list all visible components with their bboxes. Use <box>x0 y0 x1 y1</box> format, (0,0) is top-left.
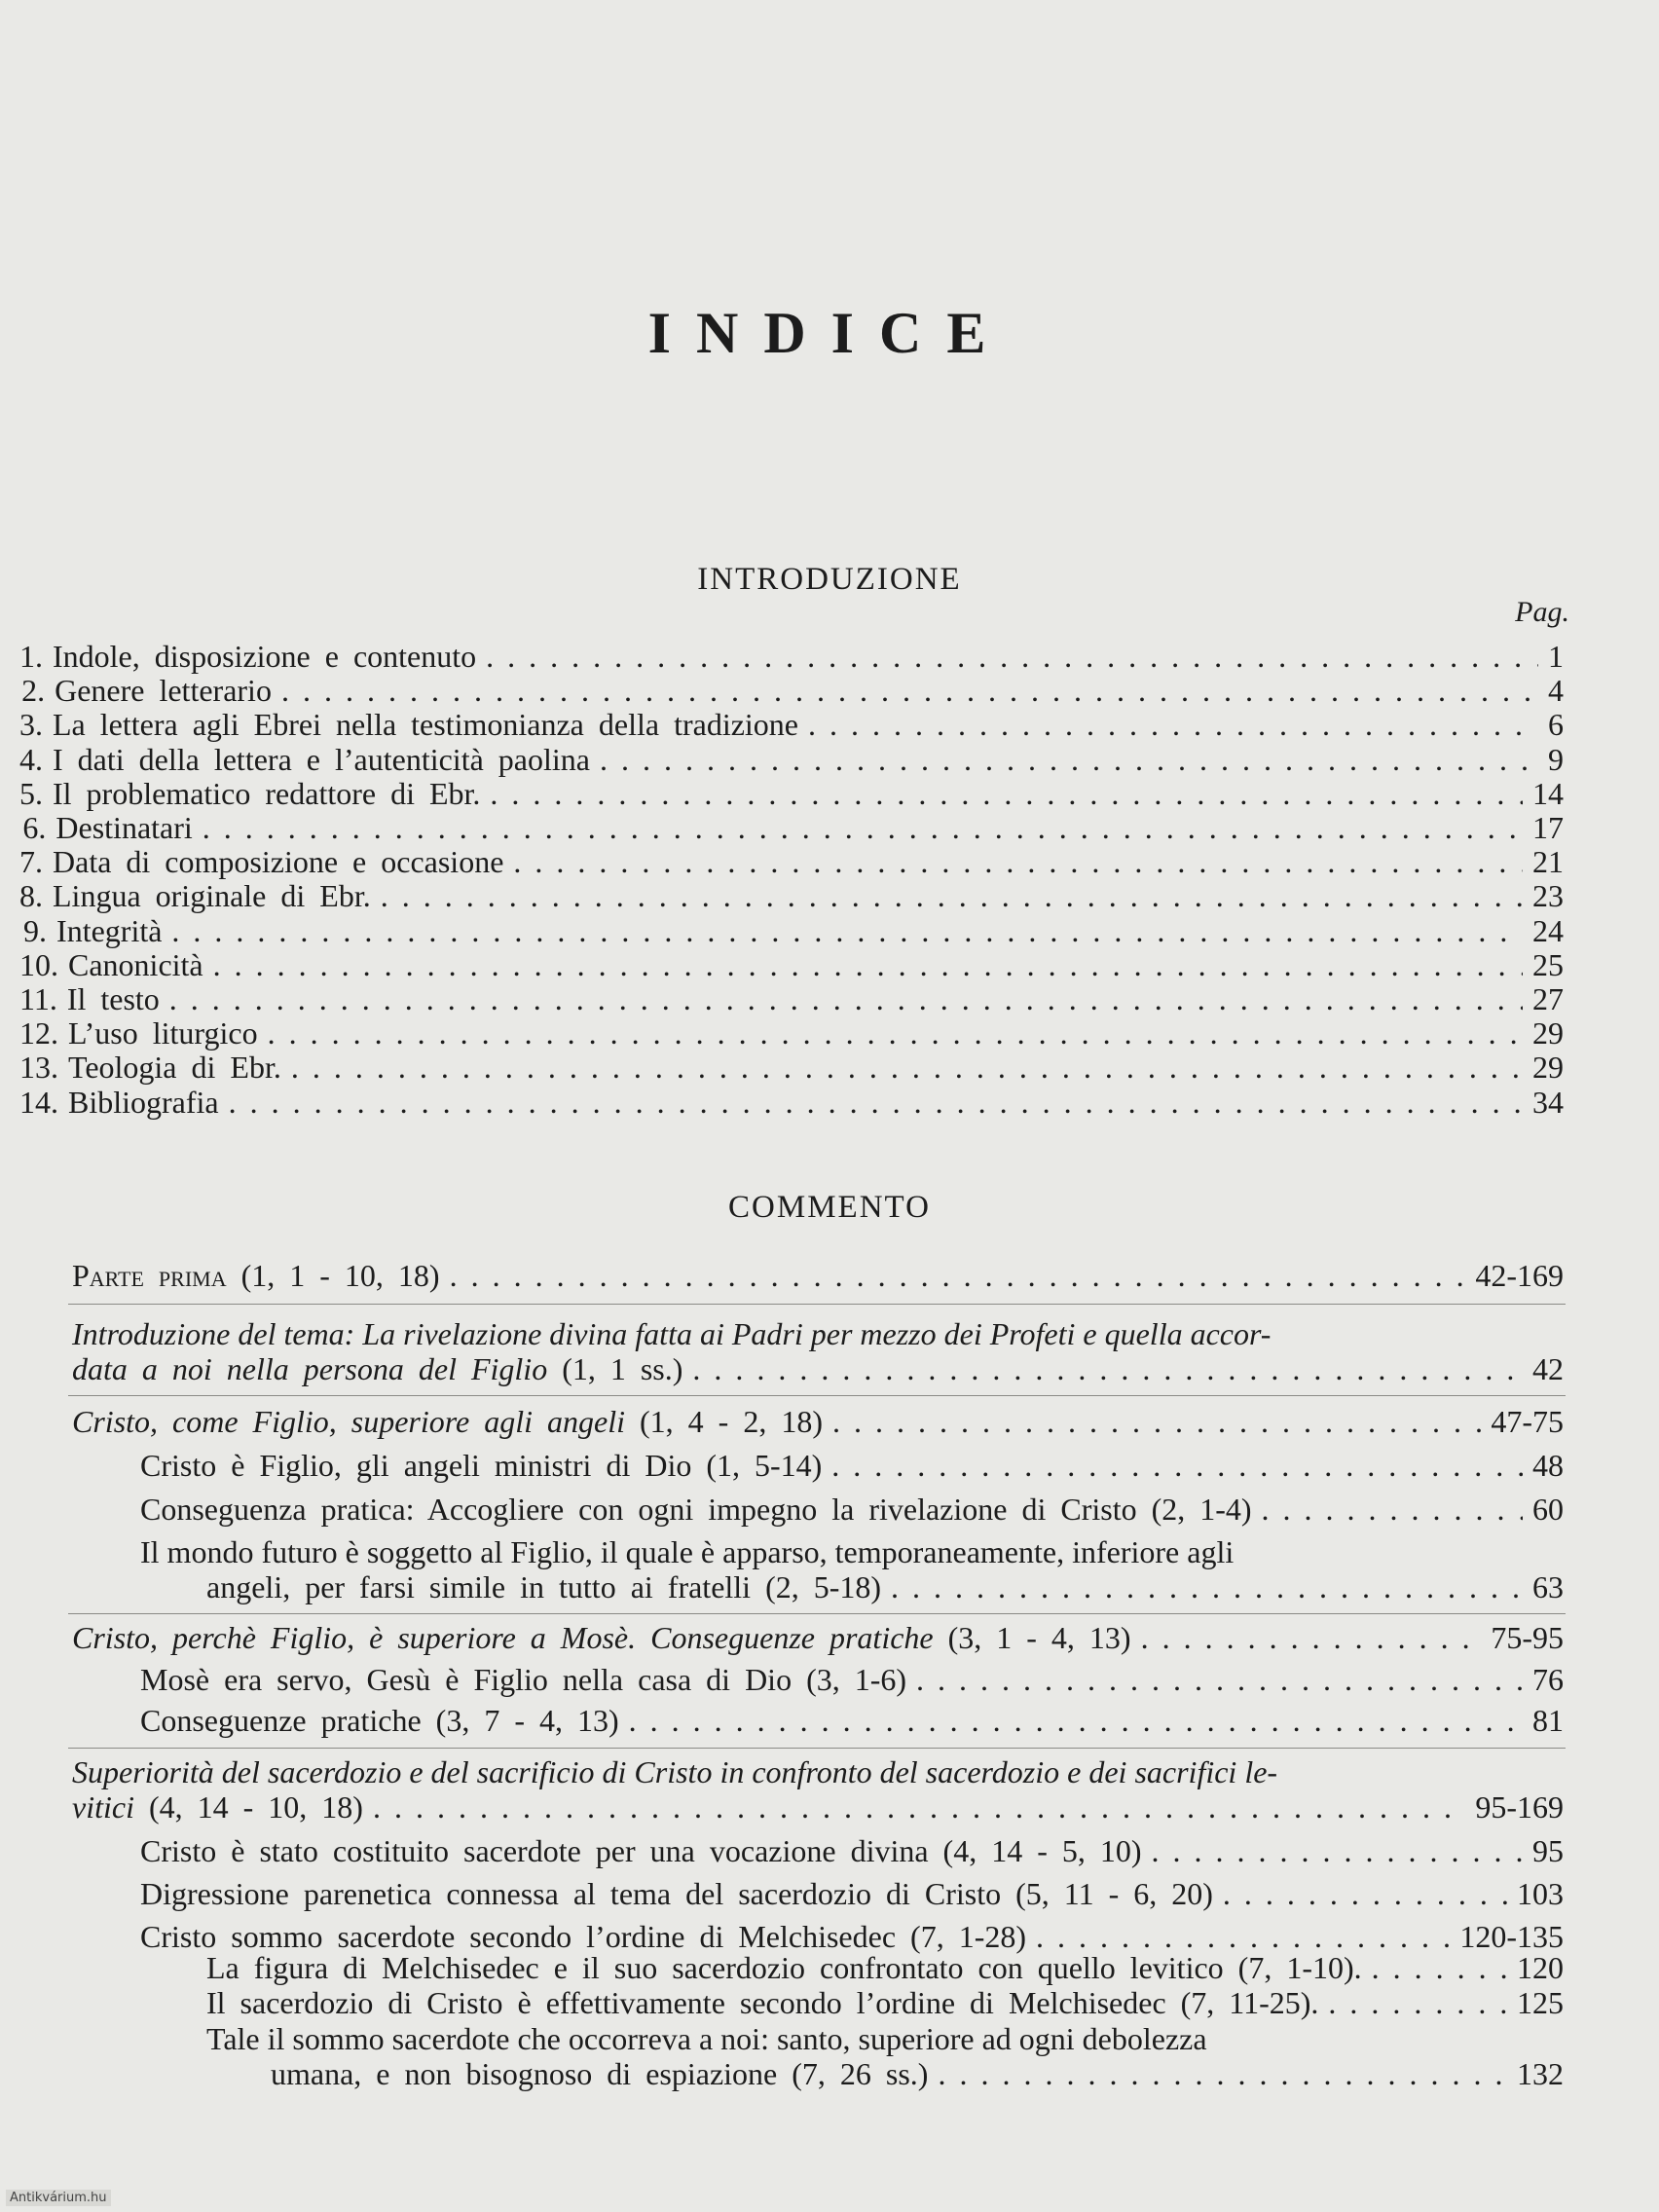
leader-dots <box>629 1703 1523 1738</box>
toc-entry-intro-5[interactable] <box>19 776 1564 811</box>
cristo-figlio-ref: (1, 4 - 2, 18) <box>640 1404 823 1439</box>
leader-dots <box>1223 1876 1507 1911</box>
intro-tema-ref: (1, 1 ss.) <box>562 1351 683 1386</box>
sacerdozio-ref: (4, 14 - 10, 18) <box>148 1789 363 1825</box>
page-number: 29 <box>1532 1015 1564 1051</box>
toc-subentry-sacerdozio-1[interactable] <box>140 1833 1564 1868</box>
page-number: 42 <box>1532 1351 1564 1386</box>
page-number: 34 <box>1532 1084 1564 1120</box>
entry-title: Data di composizione e occasione <box>53 844 504 880</box>
leader-dots <box>381 878 1523 913</box>
intro-tema-line2: data a noi nella persona del Figlio <box>72 1351 548 1386</box>
tale-line2: umana, e non bisognoso di espiazione (7, 26 ss.) <box>271 2056 929 2091</box>
pag-label: Pag. <box>1515 596 1569 628</box>
entry-title: Indole, disposizione e contenuto <box>53 639 477 674</box>
leader-dots <box>281 673 1538 708</box>
leader-dots <box>229 1085 1523 1120</box>
toc-entry-intro-7[interactable] <box>19 844 1564 879</box>
leader-dots <box>1372 1950 1507 1985</box>
page-number: 9 <box>1548 741 1564 777</box>
page-number: 1 <box>1548 639 1564 674</box>
entry-title: Digressione parenetica connessa al tema del sacerdozio di Cristo (5, 11 - 6, 20) <box>140 1876 1213 1911</box>
toc-entry-parte-prima[interactable] <box>72 1258 1564 1293</box>
toc-entry-intro-6[interactable] <box>19 810 1564 845</box>
toc-subentry-sacerdozio-2[interactable] <box>140 1876 1564 1911</box>
page-number: 6 <box>1548 707 1564 743</box>
entry-title: Cristo sommo sacerdote secondo l’ordine di Melchisedec (7, 1-28) <box>140 1919 1026 1954</box>
leader-dots <box>808 707 1538 742</box>
leader-dots <box>1152 1833 1523 1868</box>
leader-dots <box>373 1789 1465 1825</box>
toc-entry-intro-3[interactable] <box>19 707 1564 742</box>
leader-dots <box>1328 1985 1507 2020</box>
toc-subentry-cristo-mose-1[interactable] <box>140 1662 1564 1697</box>
toc-subsubentry-sacerdozio-2[interactable] <box>206 1985 1564 2020</box>
entry-number: 8. <box>19 878 43 914</box>
toc-subentry-cristo-figlio-1[interactable] <box>140 1448 1564 1483</box>
leader-dots <box>450 1258 1466 1293</box>
watermark: Antikvárium.hu <box>6 2190 111 2206</box>
entry-title: Teologia di Ebr. <box>68 1050 281 1086</box>
page-number: 60 <box>1532 1492 1564 1527</box>
page-number: 125 <box>1517 1985 1564 2020</box>
cristo-figlio-title: Cristo, come Figlio, superiore agli angeli <box>72 1404 625 1439</box>
toc-subentry-cristo-mose-2[interactable] <box>140 1703 1564 1738</box>
leader-dots <box>1036 1919 1450 1954</box>
toc-subentry-cristo-figlio-2[interactable] <box>140 1492 1564 1527</box>
toc-entry-mondo-futuro[interactable] <box>206 1569 1564 1604</box>
leader-dots <box>203 810 1523 845</box>
sacerdozio-line2: vitici <box>72 1789 134 1825</box>
entry-number: 14. <box>19 1084 58 1120</box>
entry-title: Destinatari <box>55 810 193 845</box>
leader-dots <box>600 742 1538 777</box>
toc-entry-intro-1[interactable] <box>19 639 1564 674</box>
entry-title: I dati della lettera e l’autenticità paolina <box>53 741 590 777</box>
page-number: 81 <box>1532 1703 1564 1738</box>
toc-entry-intro-8[interactable] <box>19 878 1564 913</box>
leader-dots <box>171 913 1523 948</box>
divider <box>68 1304 1566 1305</box>
tale-line1: Tale il sommo sacerdote che occorreva a noi: santo, superiore ad ogni debolezza <box>206 2021 1207 2056</box>
leader-dots <box>490 776 1523 811</box>
entry-title: Bibliografia <box>68 1084 219 1120</box>
page-number: 120-135 <box>1459 1919 1564 1954</box>
toc-subsubentry-sacerdozio-1[interactable] <box>206 1950 1564 1985</box>
mondo-futuro-line1: Il mondo futuro è soggetto al Figlio, il quale è apparso, temporaneamente, inferiore agli <box>140 1534 1235 1569</box>
cristo-mose-title-b: è superiore a Mosè. Conseguenze pratiche <box>369 1620 934 1655</box>
entry-number: 4. <box>19 741 43 777</box>
page-number: 4 <box>1548 673 1564 709</box>
page-number: 23 <box>1532 878 1564 914</box>
divider <box>68 1748 1566 1749</box>
page-number: 120 <box>1517 1950 1564 1985</box>
leader-dots <box>486 639 1538 674</box>
page-number: 63 <box>1532 1569 1564 1604</box>
entry-title: Il testo <box>66 981 160 1016</box>
introduzione-heading: INTRODUZIONE <box>697 562 962 597</box>
entry-title: Il problematico redattore di Ebr. <box>53 775 481 811</box>
page-number: 14 <box>1532 775 1564 811</box>
cristo-mose-ref: (3, 1 - 4, 13) <box>947 1620 1131 1655</box>
intro-tema-line1: Introduzione del tema: La rivelazione divina fatta ai Padri per mezzo dei Profeti e quella accor- <box>72 1316 1272 1351</box>
toc-entry-intro-12[interactable] <box>19 1015 1564 1051</box>
toc-subentry-sacerdozio-3[interactable] <box>140 1919 1564 1954</box>
page-number: 25 <box>1532 946 1564 982</box>
leader-dots <box>213 947 1523 982</box>
toc-entry-intro-13[interactable] <box>19 1050 1564 1085</box>
entry-title: Mosè era servo, Gesù è Figlio nella casa di Dio (3, 1-6) <box>140 1662 907 1697</box>
cristo-mose-title-a: Cristo, perchè Figlio, <box>72 1620 355 1655</box>
page-number: 21 <box>1532 844 1564 880</box>
page-number: 24 <box>1532 912 1564 948</box>
leader-dots <box>291 1050 1523 1085</box>
entry-title: Conseguenza pratica: Accogliere con ogni impegno la rivelazione di Cristo (2, 1-4) <box>140 1492 1252 1527</box>
entry-title: Integrità <box>56 912 163 948</box>
leader-dots <box>1141 1620 1482 1655</box>
toc-entry-tale[interactable] <box>271 2056 1564 2091</box>
entry-number: 6. <box>22 810 47 845</box>
page-number: 29 <box>1532 1050 1564 1086</box>
entry-title: Cristo è Figlio, gli angeli ministri di Dio (1, 5-14) <box>140 1448 823 1483</box>
leader-dots <box>1262 1492 1523 1527</box>
toc-entry-intro-4[interactable] <box>19 742 1564 777</box>
leader-dots <box>832 1404 1481 1439</box>
leader-dots <box>831 1448 1523 1483</box>
page-number: 132 <box>1517 2056 1564 2091</box>
entry-number: 7. <box>19 844 43 880</box>
page-number: 95-169 <box>1475 1789 1564 1825</box>
entry-title: L’uso liturgico <box>68 1015 258 1051</box>
leader-dots <box>891 1569 1523 1604</box>
page-number: 103 <box>1517 1876 1564 1911</box>
entry-title: Cristo è stato costituito sacerdote per una vocazione divina (4, 14 - 5, 10) <box>140 1833 1142 1868</box>
entry-title: Il sacerdozio di Cristo è effettivamente secondo l’ordine di Melchisedec (7, 11-25). <box>206 1985 1319 2020</box>
leader-dots <box>916 1662 1523 1697</box>
leader-dots <box>938 2056 1507 2091</box>
toc-entry-intro-10[interactable] <box>19 947 1564 982</box>
entry-title: Genere letterario <box>55 673 272 709</box>
entry-number: 3. <box>19 707 43 743</box>
toc-entry-intro-11[interactable] <box>19 981 1564 1016</box>
page-number: 47-75 <box>1491 1404 1564 1439</box>
toc-entry-cristo-figlio[interactable] <box>72 1404 1564 1439</box>
toc-entry-intro-2[interactable] <box>19 673 1564 708</box>
leader-dots <box>692 1351 1523 1386</box>
toc-entry-intro-14[interactable] <box>19 1085 1564 1120</box>
page-number: 27 <box>1532 981 1564 1016</box>
entry-number: 11. <box>19 981 57 1016</box>
leader-dots <box>513 844 1523 879</box>
entry-number: 12. <box>19 1015 58 1051</box>
entry-number: 13. <box>19 1050 58 1086</box>
page-number: 95 <box>1532 1833 1564 1868</box>
parte-prima-label: Parte prima <box>72 1258 227 1293</box>
toc-entry-cristo-mose[interactable] <box>72 1620 1564 1655</box>
page-number: 42-169 <box>1475 1258 1564 1293</box>
leader-dots <box>268 1015 1523 1051</box>
entry-title: La figura di Melchisedec e il suo sacerdozio confrontato con quello levitico (7, 1-10). <box>206 1950 1362 1985</box>
entry-title: Conseguenze pratiche (3, 7 - 4, 13) <box>140 1703 619 1738</box>
page-number: 48 <box>1532 1448 1564 1483</box>
sacerdozio-line1: Superiorità del sacerdozio e del sacrificio di Cristo in confronto del sacerdozio e dei sacrifici le- <box>72 1754 1278 1789</box>
page-number: 17 <box>1532 810 1564 845</box>
entry-number: 10. <box>19 946 58 982</box>
divider <box>68 1613 1566 1614</box>
page-number: 76 <box>1532 1662 1564 1697</box>
entry-title: La lettera agli Ebrei nella testimonianza della tradizione <box>53 707 798 743</box>
entry-number: 9. <box>23 912 48 948</box>
entry-number: 2. <box>21 673 46 709</box>
commento-heading: COMMENTO <box>728 1190 931 1225</box>
leader-dots <box>169 981 1523 1016</box>
toc-entry-intro-9[interactable] <box>19 913 1564 948</box>
mondo-futuro-line2: angeli, per farsi simile in tutto ai fratelli (2, 5-18) <box>206 1569 882 1604</box>
divider <box>68 1395 1566 1396</box>
entry-title: Lingua originale di Ebr. <box>53 878 371 914</box>
toc-entry-sacerdozio[interactable] <box>72 1789 1564 1825</box>
entry-title: Canonicità <box>68 946 203 982</box>
entry-number: 5. <box>19 775 43 811</box>
page-title: INDICE <box>647 301 1012 365</box>
toc-entry-intro-tema[interactable] <box>72 1351 1564 1386</box>
entry-number: 1. <box>19 639 43 674</box>
page-number: 75-95 <box>1491 1620 1564 1655</box>
parte-prima-ref: (1, 1 - 10, 18) <box>240 1258 440 1293</box>
